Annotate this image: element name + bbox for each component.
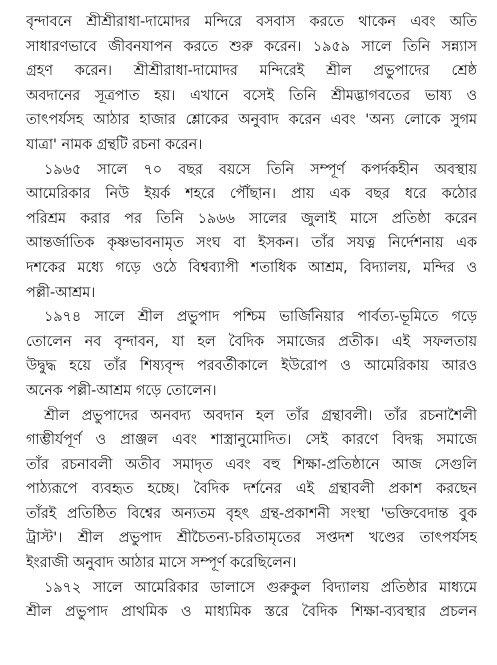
text-line: তাঁর রচনাবলী অতীব সমাদৃত এবং বহু শিক্ষা-প্রতিষ্ঠানে আজ সেগুলি <box>26 456 477 473</box>
text-line: গাম্ভীর্যপূর্ণ ও প্রাঞ্জল এবং শাস্ত্রানুমোদিত। সেই কারণে বিদগ্ধ সমাজে <box>26 432 477 449</box>
text-line: তোলেন নব বৃন্দাবন, যা হল বৈদিক সমাজের প্রতীক। এই সফলতায় <box>26 333 477 350</box>
text-line: তাৎপর্যসহ আঠার হাজার শ্লোকের অনুবাদ করেন এবং 'অন্য লোকে সুগম <box>26 112 477 129</box>
text-line: উদ্বুদ্ধ হয়ে তাঁর শিষ্যবৃন্দ পরবর্তীকালে ইউরোপ ও আমেরিকায় আরও <box>26 358 477 375</box>
paragraph-5 <box>26 576 477 625</box>
text-line: পল্লী-আশ্রম। <box>26 284 96 301</box>
text-line: ১৯৭২ সালে আমেরিকার ডালাসে গুরুকুল বিদ্যালয় প্রতিষ্ঠার মাধ্যমে <box>44 579 477 596</box>
text-line: ১৯৭৪ সালে শ্রীল প্রভুপাদ পশ্চিম ভার্জিনিয়ার পার্বত্য-ভূমিতে গড়ে <box>44 309 477 326</box>
paragraph-2 <box>26 158 477 306</box>
text-line: আমেরিকার নিউ ইয়র্ক শহরে পৌঁছান। প্রায় এক বছর ধরে কঠোর <box>26 186 477 203</box>
text-line: অনেক পল্লী-আশ্রম গড়ে তোলেন। <box>26 382 217 399</box>
text-line: যাত্রা' নামক গ্রন্থটি রচনা করেন। <box>26 136 203 153</box>
text-line: বৃন্দাবনে শ্রীশ্রীরাধা-দামোদর মন্দিরে বসবাস করতে থাকেন এবং অতি <box>26 14 477 30</box>
text-line: পাঠ্যরূপে ব্যবহৃত হচ্ছে। বৈদিক দর্শনের এই গ্রন্থাবলী প্রকাশ করছেন <box>26 481 477 498</box>
text-line: তাঁরই প্রতিষ্ঠিত বিশ্বের অন্যতম বৃহৎ গ্রন্থ-প্রকাশনী সংস্থা 'ভক্তিবেদান্ত বুক <box>26 505 477 522</box>
paragraph-1 <box>26 10 477 158</box>
text-line: আন্তর্জাতিক কৃষ্ণভাবনামৃত সংঘ বা ইসকন। তাঁর সযত্ন নির্দেশনায় এক <box>26 235 477 252</box>
text-line: পরিশ্রম করার পর তিনি ১৯৬৬ সালের জুলাই মাসে প্রতিষ্ঠা করেন <box>26 210 477 227</box>
text-line: দশকের মধ্যে গড়ে ওঠে বিশ্বব্যাপী শতাধিক আশ্রম, বিদ্যালয়, মন্দির ও <box>26 259 477 276</box>
paragraph-3 <box>26 305 477 403</box>
paragraph-4 <box>26 404 477 576</box>
text-line: শ্রীল প্রভুপাদ প্রাথমিক ও মাধ্যমিক স্তরে বৈদিক শিক্ষা-ব্যবস্থার প্রচলন <box>26 604 477 621</box>
text-line: অবদানের সূত্রপাত হয়। এখানে বসেই তিনি শ্রীমদ্ভাগবতের ভাষ্য ও <box>26 87 477 104</box>
text-line: সাধারণভাবে জীবনযাপন করতে শুরু করেন। ১৯৫৯ সালে তিনি সন্ন্যাস <box>26 38 477 55</box>
text-line: ইংরাজী অনুবাদ আঠার মাসে সম্পূর্ণ করেছিলেন। <box>26 555 297 572</box>
text-line: গ্রহণ করেন। শ্রীশ্রীরাধা-দামোদর মন্দিরেই শ্রীল প্রভুপাদের শ্রেষ্ঠ <box>26 63 477 80</box>
text-line: শ্রীল প্রভুপাদের অনবদ্য অবদান হল তাঁর গ্রন্থাবলী। তাঁর রচনাশৈলী <box>44 407 477 424</box>
text-line: ১৯৬৫ সালে ৭০ বছর বয়সে তিনি সম্পূর্ণ কপর্দকহীন অবস্থায় <box>44 161 477 178</box>
text-line: ট্রাস্ট'। শ্রীল প্রভুপাদ শ্রীচৈতন্য-চরিতামৃতের সপ্তদশ খণ্ডের তাৎপর্যসহ <box>26 530 477 547</box>
